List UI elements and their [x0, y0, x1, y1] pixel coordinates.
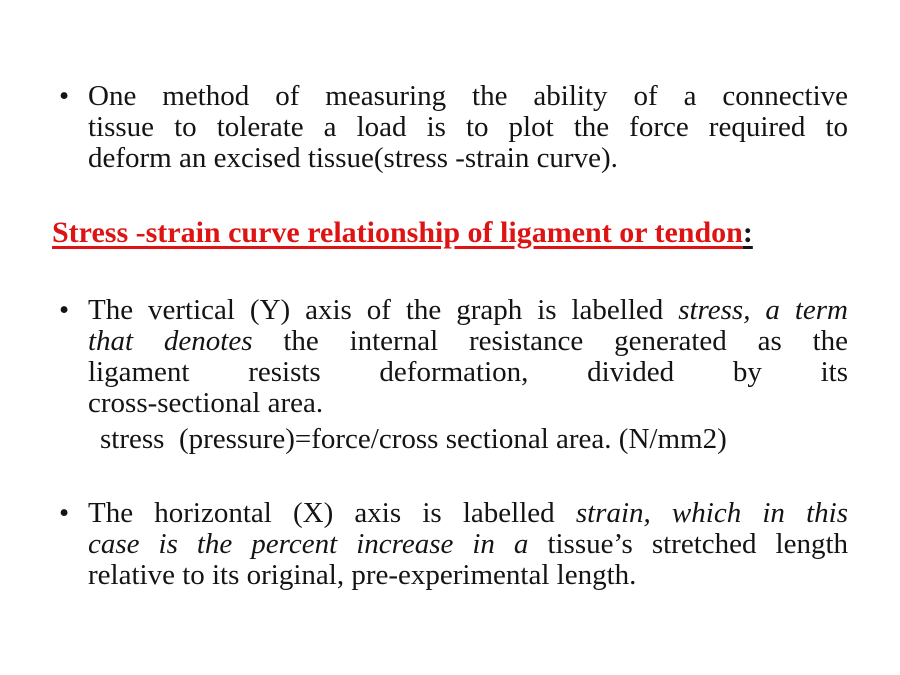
bullet-marker: • [59, 497, 70, 529]
text-segment: the internal resistance generated as the [283, 325, 848, 357]
text-segment-italic: stress, a term [678, 294, 849, 326]
text-line: relative to its original, pre-experimental length. [88, 559, 637, 591]
text-line [88, 498, 848, 529]
stress-formula-line: stress (pressure)=force/cross sectional area. (N/mm2) [100, 423, 727, 455]
bullet-marker: • [59, 294, 70, 326]
text-segment-italic: that denotes [88, 325, 284, 357]
text-line: tissue to tolerate a load is to plot the force required to [88, 111, 848, 143]
text-line: ligament resists deformation, divided by its [88, 356, 848, 388]
text-line [88, 529, 848, 560]
text-line [88, 326, 848, 357]
heading-red-text: Stress -strain curve relationship of ligament or tendon [52, 216, 743, 249]
text-line: deform an excised tissue(stress -strain curve). [88, 142, 618, 174]
text-line: One method of measuring the ability of a connective [88, 80, 848, 112]
text-line: cross-sectional area. [88, 387, 324, 419]
text-segment: The horizontal (X) axis is labelled [88, 497, 576, 529]
heading-colon: : [742, 216, 753, 249]
text-segment-italic: case is the percent increase in a [88, 528, 548, 560]
section-heading [52, 216, 872, 250]
text-line [88, 295, 848, 326]
bullet-marker: • [59, 80, 70, 112]
text-segment: tissue’s stretched length [547, 528, 849, 560]
text-segment: The vertical (Y) axis of the graph is labelled [88, 294, 679, 326]
text-segment-italic: strain, which in this [575, 497, 848, 529]
bullet-item-x-axis [52, 498, 848, 591]
bullet-item-y-axis [52, 295, 848, 419]
bullet-item-intro [52, 81, 848, 174]
